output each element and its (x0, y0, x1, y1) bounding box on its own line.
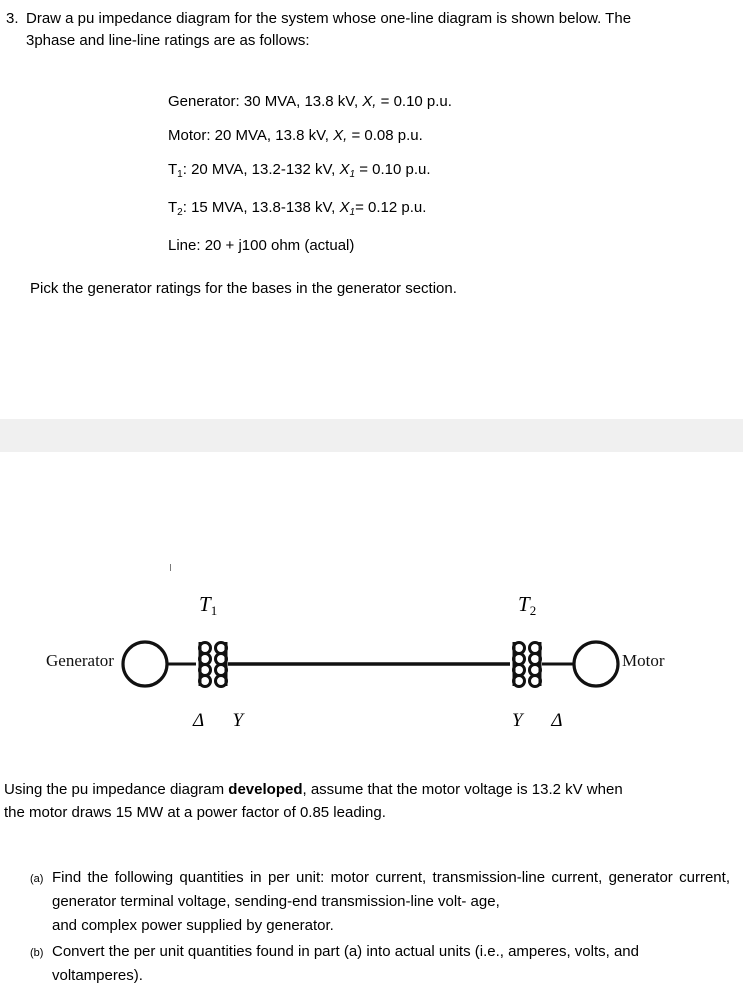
t2-letter: T (518, 592, 530, 616)
one-line-diagram (0, 560, 743, 750)
problem-statement (6, 8, 736, 52)
rating-generator-value: = 0.10 p.u. (376, 93, 452, 110)
subquestion-a-body: Find the following quantities in per unit: motor current, transmission-line current, generator current, generator terminal voltage, sending-end transmission-line volt- age, (52, 869, 730, 910)
subquestion-a-text (52, 866, 730, 938)
generator-label: Generator (46, 651, 114, 670)
t1-subscript: 1 (210, 603, 218, 618)
transformer-t2-connection-label: Y Δ (512, 710, 575, 731)
subquestion-a (30, 866, 730, 938)
rating-motor (168, 124, 688, 148)
rating-t1-symbol: X (339, 161, 350, 178)
post-diagram-line1c: , assume that the motor voltage is 13.2 kV when (302, 781, 623, 798)
subquestion-a-lastline: and complex power supplied by generator. (52, 917, 334, 934)
rating-generator-label: Generator: 30 MVA, 13.8 kV, (168, 93, 363, 110)
rating-t2-symbol: X (339, 199, 350, 216)
problem-text (26, 8, 736, 52)
rating-t2-label2: : 15 MVA, 13.8-138 kV, (182, 199, 340, 216)
post-diagram-line1a: Using the pu impedance diagram (4, 781, 229, 798)
post-diagram-developed: developed (228, 781, 303, 798)
rating-t1-symbol-subscript: 1 (349, 169, 356, 180)
rating-t2-label: T (168, 199, 178, 216)
problem-row (6, 8, 736, 52)
rating-t2 (168, 196, 688, 222)
ratings-list (168, 90, 688, 268)
transformer-t1-symbol (200, 642, 227, 687)
rating-motor-value: = 0.08 p.u. (347, 127, 423, 144)
section-separator-band (0, 419, 743, 452)
subquestion-a-tag: (a) (30, 873, 44, 885)
subquestion-b-body: Convert the per unit quantities found in part (a) into actual units (i.e., amperes, volts, and (52, 943, 639, 960)
rating-t1-label2: : 20 MVA, 13.2-132 kV, (182, 161, 340, 178)
generator-symbol (123, 642, 167, 686)
motor-symbol (574, 642, 618, 686)
t1-letter: T (199, 592, 211, 616)
rating-motor-symbol: X, (333, 127, 348, 144)
rating-t1 (168, 158, 688, 184)
rating-t1-subscript: 1 (177, 169, 183, 180)
rating-generator-symbol: X, (362, 93, 377, 110)
transformer-t2-symbol (514, 642, 541, 687)
subquestion-b (30, 940, 730, 988)
t2-subscript: 2 (529, 603, 537, 618)
transformer-t1-connection-label: Δ Y (193, 710, 256, 731)
rating-line: Line: 20 + j100 ohm (actual) (168, 237, 355, 254)
subquestion-b-lastline: voltamperes). (52, 967, 143, 984)
rating-motor-label: Motor: 20 MVA, 13.8 kV, (168, 127, 334, 144)
rating-t2-symbol-subscript: 1 (349, 207, 356, 218)
rating-t2-value: = 0.12 p.u. (355, 199, 427, 216)
rating-t1-value: = 0.10 p.u. (355, 161, 431, 178)
rating-t2-subscript: 2 (177, 207, 183, 218)
post-diagram-line2: the motor draws 15 MW at a power factor of 0.85 leading. (4, 804, 386, 821)
problem-line-2: 3phase and line-line ratings are as follows: (26, 32, 310, 49)
motor-label: Motor (622, 651, 665, 670)
post-diagram-paragraph (4, 778, 730, 824)
problem-number: 3. (6, 10, 19, 27)
pick-bases-instruction: Pick the generator ratings for the bases in the generator section. (30, 280, 457, 297)
rating-t1-label: T (168, 161, 178, 178)
subquestion-b-text (52, 940, 730, 988)
problem-line-1: Draw a pu impedance diagram for the system whose one-line diagram is shown below. The (26, 10, 632, 27)
rating-generator (168, 90, 688, 114)
subquestion-b-tag: (b) (30, 947, 44, 959)
